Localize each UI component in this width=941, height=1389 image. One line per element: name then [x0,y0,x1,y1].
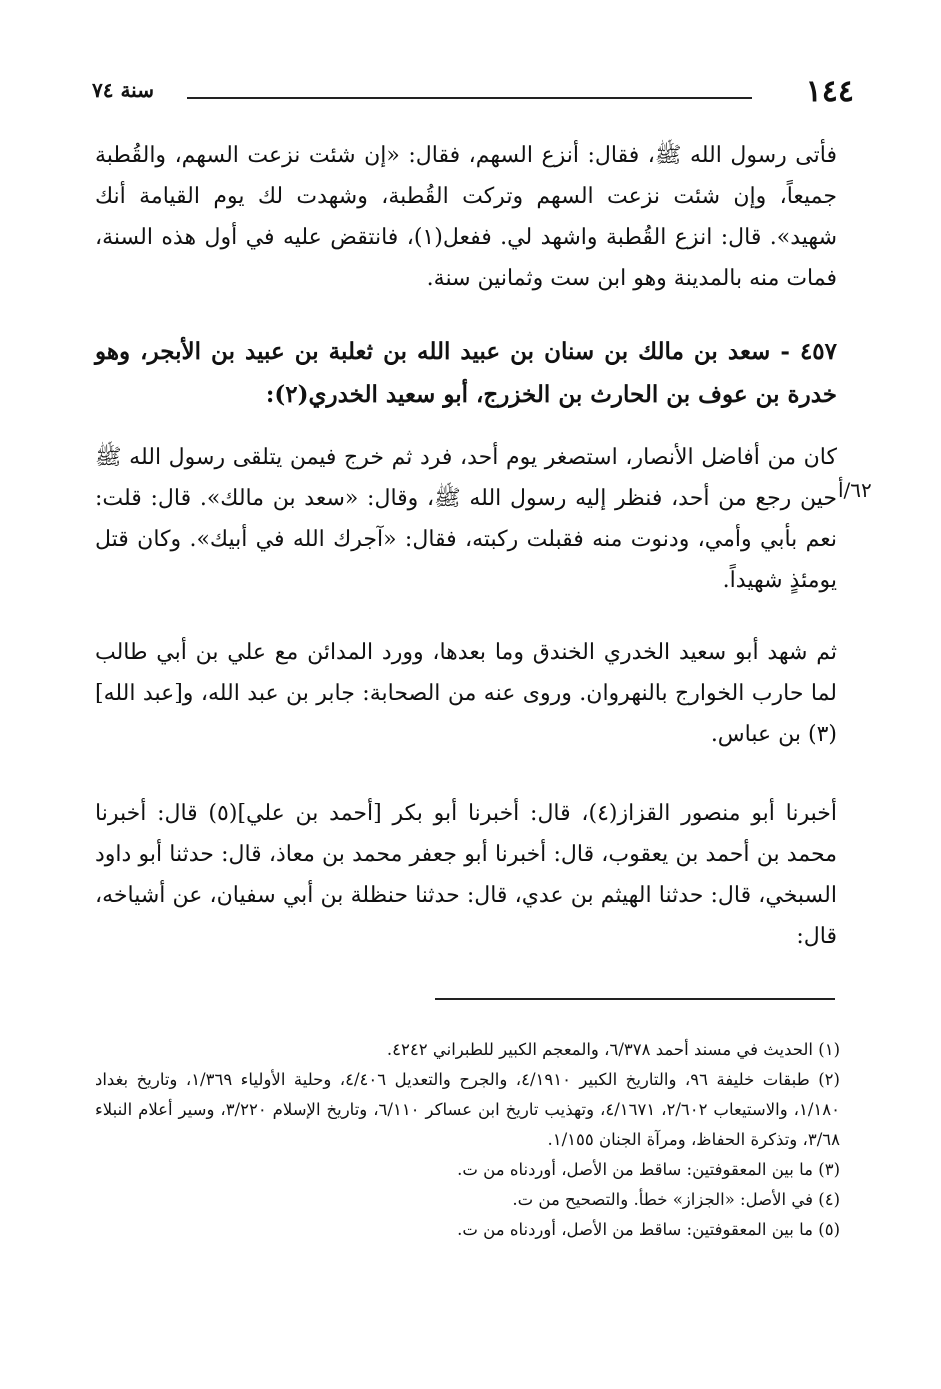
footnote-3: (٣) ما بين المعقوفتين: ساقط من الأصل، أوردناه من ت. [457,1160,840,1179]
entry-heading: ٤٥٧ - سعد بن مالك بن سنان بن عبيد الله بن ثعلبة بن عبيد بن الأبجر، وهو خدرة بن عوف بن الحارث بن الخزرج، أبو سعيد الخدري(٢): [95,338,837,408]
entry-457 [95,330,837,416]
footnote-1: (١) الحديث في مسند أحمد ٦/٣٧٨، والمعجم الكبير للطبراني ٤٢٤٢. [386,1040,840,1059]
paragraph-1 [95,135,837,299]
running-head: سنة ٧٤ [92,78,154,102]
page-number: ١٤٤ [805,74,854,109]
body-text: كان من أفاضل الأنصار، استصغر يوم أحد، فرد ثم خرج فيمن يتلقى رسول الله ﷺ حين رجع من أحد، فنظر إليه رسول الله ﷺ، وقال: «سعد بن مالك». قال: قلت: نعم بأبي وأمي، ودنوت منه فقبلت ركبته، فقال: «آجرك الله في أبيك». وكان قتل يومئذٍ شهيداً. [95,445,837,593]
footnote-5: (٥) ما بين المعقوفتين: ساقط من الأصل، أوردناه من ت. [457,1220,840,1239]
body-text: ثم شهد أبو سعيد الخدري الخندق وما بعدها، وورد المدائن مع علي بن أبي طالب لما حارب الخوارج بالنهروان. وروى عنه من الصحابة: جابر بن عبد الله، و[عبد الله](٣) بن عباس. [95,640,837,747]
header-rule [187,97,752,99]
paragraph-3 [95,632,837,755]
body-text: أخبرنا أبو منصور القزاز(٤)، قال: أخبرنا أبو بكر [أحمد بن علي](٥) قال: أخبرنا محمد بن أحمد بن يعقوب، قال: أخبرنا أبو جعفر محمد بن معاذ، قال: حدثنا أبو داود السبخي، قال: حدثنا الهيثم بن عدي، قال: حدثنا حنظلة بن أبي سفيان، عن أشياخه، قال: [95,801,837,949]
paragraph-2 [95,437,837,601]
footnote-separator [435,998,835,1000]
body-text: فأتى رسول الله ﷺ، فقال: أنزع السهم، فقال: «إن شئت نزعت السهم، والقُطبة جميعاً، وإن شئت نزعت السهم وتركت القُطبة، وشهدت لك يوم القيامة أنك شهيد». قال: انزع القُطبة واشهد لي. ففعل(١)، فانتقض عليه في أول هذه السنة، فمات منه بالمدينة وهو ابن ست وثمانين سنة. [95,143,837,291]
footnote-4: (٤) في الأصل: «الجزاز» خطأ. والتصحيح من ت. [512,1190,840,1209]
paragraph-4 [95,793,837,957]
footnote-2: (٢) طبقات خليفة ٩٦، والتاريخ الكبير ٤/١٩١٠، والجرح والتعديل ٤/٤٠٦، وحلية الأولياء ١/٣٦٩، وتاريخ بغداد ١/١٨٠، والاستيعاب ٢/٦٠٢، ٤/١٦٧١، وتهذيب تاريخ ابن عساكر ٦/١١٠، وتاريخ الإسلام ٣/٢٢٠، وسير أعلام النبلاء ٣/٦٨، وتذكرة الحفاظ، ومرآة الجنان ١/١٥٥. [95,1070,840,1149]
page-header [92,70,854,110]
footnotes [95,1035,840,1245]
folio-marker: ٦٢/أ [838,478,872,502]
